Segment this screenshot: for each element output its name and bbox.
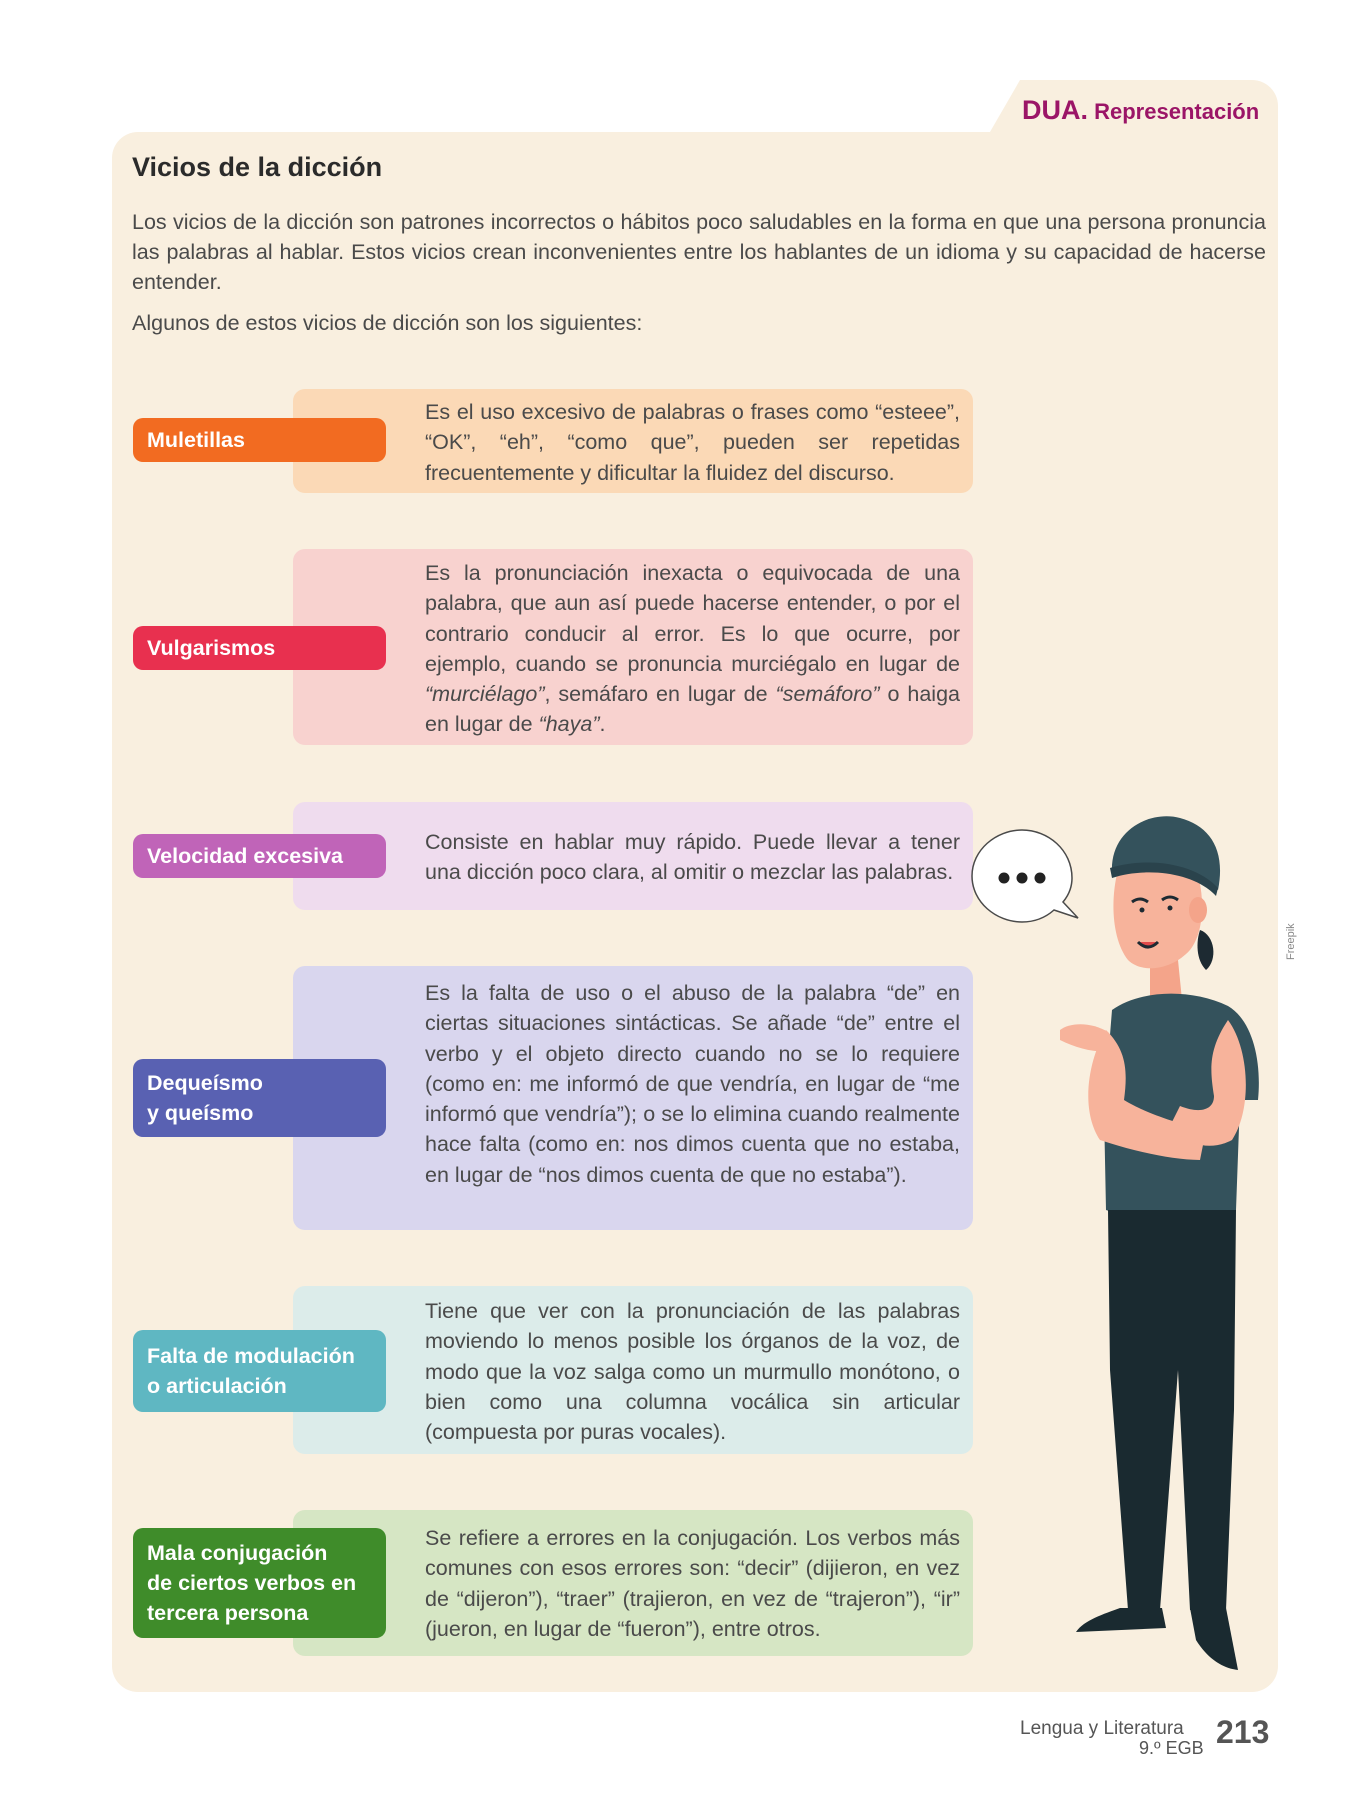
text-velocidad: Consiste en hablar muy rápido. Puede llevar a tener una dicción poco clara, al omitir o mezclar las palabras. <box>425 830 960 885</box>
text-part: , semáfaro en lugar de <box>544 682 776 707</box>
person-illustration <box>1000 810 1270 1700</box>
label-text: Mala conjugación de ciertos verbos en tercera persona <box>147 1541 357 1625</box>
label-text: Velocidad excesiva <box>147 844 344 868</box>
text-vulgarismos <box>425 558 960 740</box>
footer-grade: 9.º EGB <box>1139 1738 1204 1758</box>
dua-bold: DUA. <box>1022 95 1088 125</box>
page-number: 213 <box>1216 1714 1270 1750</box>
text-dequeismo: Es la falta de uso o el abuso de la palabra “de” en ciertas situaciones sintácticas. Se añade “de” entre el verbo y el objeto directo cuando no se lo requiere (como en: me informó de que vendría, en lugar de “me informó que vendría”); o se lo elimina cuando realmente hace falta (como en: nos dimos cuenta que no estaba, en lugar de “nos dimos cuenta de que no estaba”). <box>425 981 960 1187</box>
text-part-italic: “murciélago” <box>425 682 545 707</box>
label-muletillas <box>133 418 386 462</box>
image-credit: Freepik <box>1285 923 1297 960</box>
label-text: Vulgarismos <box>147 636 276 660</box>
label-vulgarismos <box>133 626 386 670</box>
text-part-italic: “haya” <box>538 712 600 737</box>
label-dequeismo <box>133 1059 386 1137</box>
label-conjugacion <box>133 1528 386 1638</box>
dua-header <box>1022 95 1259 126</box>
text-modulacion: Tiene que ver con la pronunciación de las palabras moviendo lo menos posible los órganos de la voz, de modo que la voz salga como un murmullo monótono, o bien como una columna vocálica sin articular (compuesta por puras vocales). <box>425 1299 960 1445</box>
label-text: Falta de modulación o articulación <box>147 1344 355 1398</box>
text-muletillas: Es el uso excesivo de palabras o frases como “esteee”, “OK”, “eh”, “como que”, pueden ser repetidas frecuentemente y dificultar la fluidez del discurso. <box>425 400 960 485</box>
text-part: o haiga en lugar de <box>425 682 960 737</box>
text-conjugacion: Se refiere a errores en la conjugación. Los verbos más comunes con esos errores son: “decir” (dijieron, en vez de “dijeron”), “traer” (trajieron, en vez de “trajeron”), “ir” (jueron, en lugar de “fueron”), entre otros. <box>425 1526 960 1641</box>
label-modulacion <box>133 1330 386 1412</box>
text-part: . <box>599 712 606 737</box>
text-part: Es la pronunciación inexacta o equivocada de una palabra, que aun así puede hacerse entender, o por el contrario conducir al error. Es lo que ocurre, por ejemplo, cuando se pronuncia murciégalo en lugar de <box>425 561 960 676</box>
intro-paragraph: Los vicios de la dicción son patrones incorrectos o hábitos poco saludables en la forma en que una persona pronuncia las palabras al hablar. Estos vicios crean inconvenientes entre los hablantes de un idioma y su capacidad de hacerse entender. <box>132 210 1266 294</box>
intro-lead: Algunos de estos vicios de dicción son los siguientes: <box>132 311 643 335</box>
footer-subject: Lengua y Literatura <box>1020 1718 1184 1739</box>
label-velocidad <box>133 834 386 878</box>
text-part-italic: “semáforo” <box>775 682 880 707</box>
section-title: Vicios de la dicción <box>132 152 383 182</box>
dua-representation: Representación <box>1094 99 1260 124</box>
label-text: Muletillas <box>147 428 245 452</box>
label-text: Dequeísmo y queísmo <box>147 1071 263 1125</box>
